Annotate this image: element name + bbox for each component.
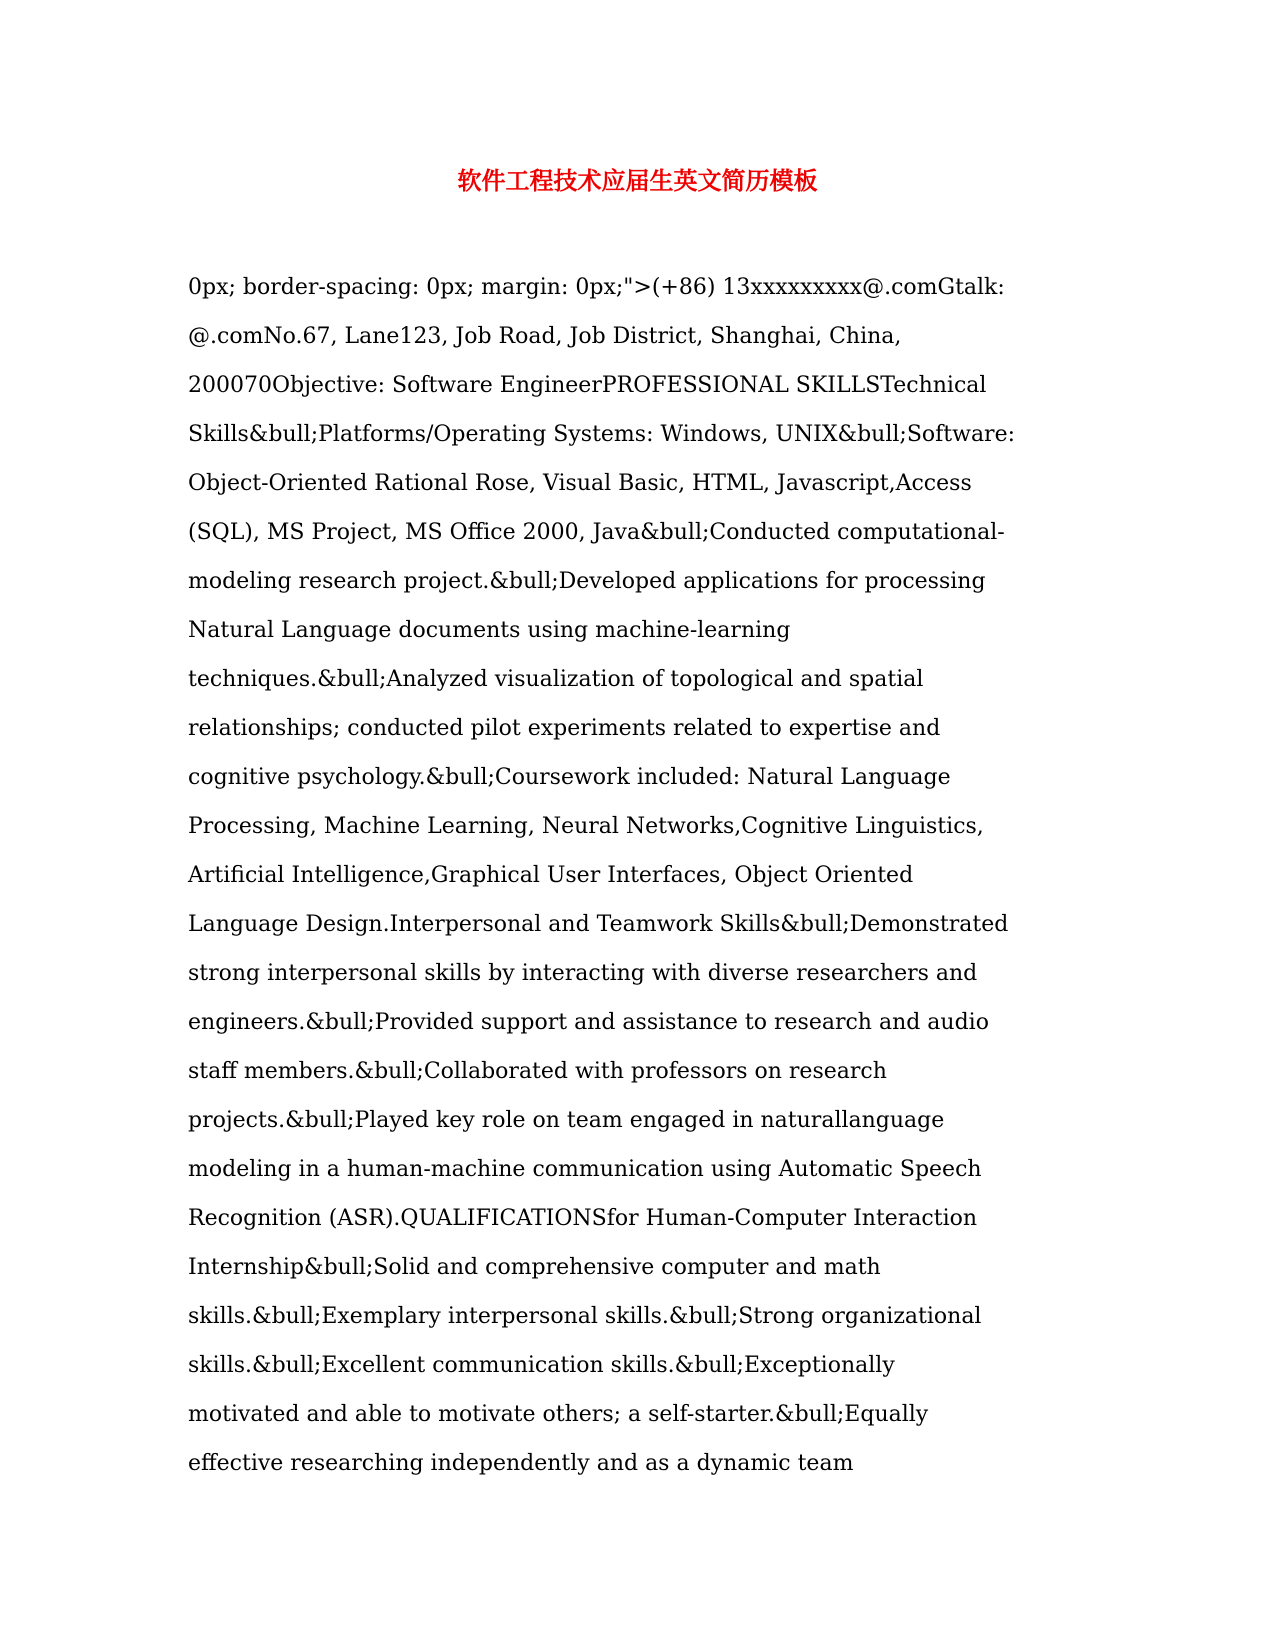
body-line: (SQL), MS Project, MS Office 2000, Java&bull;Conducted computational- [188, 520, 1005, 545]
body-line: 0px; border-spacing: 0px; margin: 0px;">(+86) 13xxxxxxxxx@.comGtalk: [188, 275, 1005, 300]
body-line: effective researching independently and as a dynamic team [188, 1451, 854, 1476]
body-line: strong interpersonal skills by interacting with diverse researchers and [188, 961, 978, 986]
body-line: skills.&bull;Excellent communication skills.&bull;Exceptionally [188, 1353, 895, 1378]
body-line: Processing, Machine Learning, Neural Networks,Cognitive Linguistics, [188, 814, 984, 839]
body-line: cognitive psychology.&bull;Coursework included: Natural Language [188, 765, 951, 790]
body-line: Object-Oriented Rational Rose, Visual Basic, HTML, Javascript,Access [188, 471, 972, 496]
body-line: Artificial Intelligence,Graphical User Interfaces, Object Oriented [188, 863, 914, 888]
body-line: Internship&bull;Solid and comprehensive computer and math [188, 1255, 881, 1280]
body-line: techniques.&bull;Analyzed visualization of topological and spatial [188, 667, 924, 692]
body-line: Natural Language documents using machine-learning [188, 618, 791, 643]
body-line: skills.&bull;Exemplary interpersonal skills.&bull;Strong organizational [188, 1304, 982, 1329]
resume-body [188, 268, 1088, 1493]
body-line: modeling in a human-machine communication using Automatic Speech [188, 1157, 982, 1182]
body-line: relationships; conducted pilot experiments related to expertise and [188, 716, 941, 741]
body-line: projects.&bull;Played key role on team engaged in naturallanguage [188, 1108, 945, 1133]
body-line: Recognition (ASR).QUALIFICATIONSfor Human-Computer Interaction [188, 1206, 978, 1231]
body-line: 200070Objective: Software EngineerPROFESSIONAL SKILLSTechnical [188, 373, 987, 398]
body-line: engineers.&bull;Provided support and assistance to research and audio [188, 1010, 989, 1035]
body-line: Skills&bull;Platforms/Operating Systems: Windows, UNIX&bull;Software: [188, 422, 1016, 447]
document-title: 软件工程技术应届生英文简历模板 [457, 167, 818, 195]
body-line: staff members.&bull;Collaborated with professors on research [188, 1059, 887, 1084]
body-line: motivated and able to motivate others; a self-starter.&bull;Equally [188, 1402, 929, 1427]
body-line: @.comNo.67, Lane123, Job Road, Job District, Shanghai, China, [188, 324, 902, 349]
body-line: Language Design.Interpersonal and Teamwork Skills&bull;Demonstrated [188, 912, 1009, 937]
body-line: modeling research project.&bull;Developed applications for processing [188, 569, 986, 594]
